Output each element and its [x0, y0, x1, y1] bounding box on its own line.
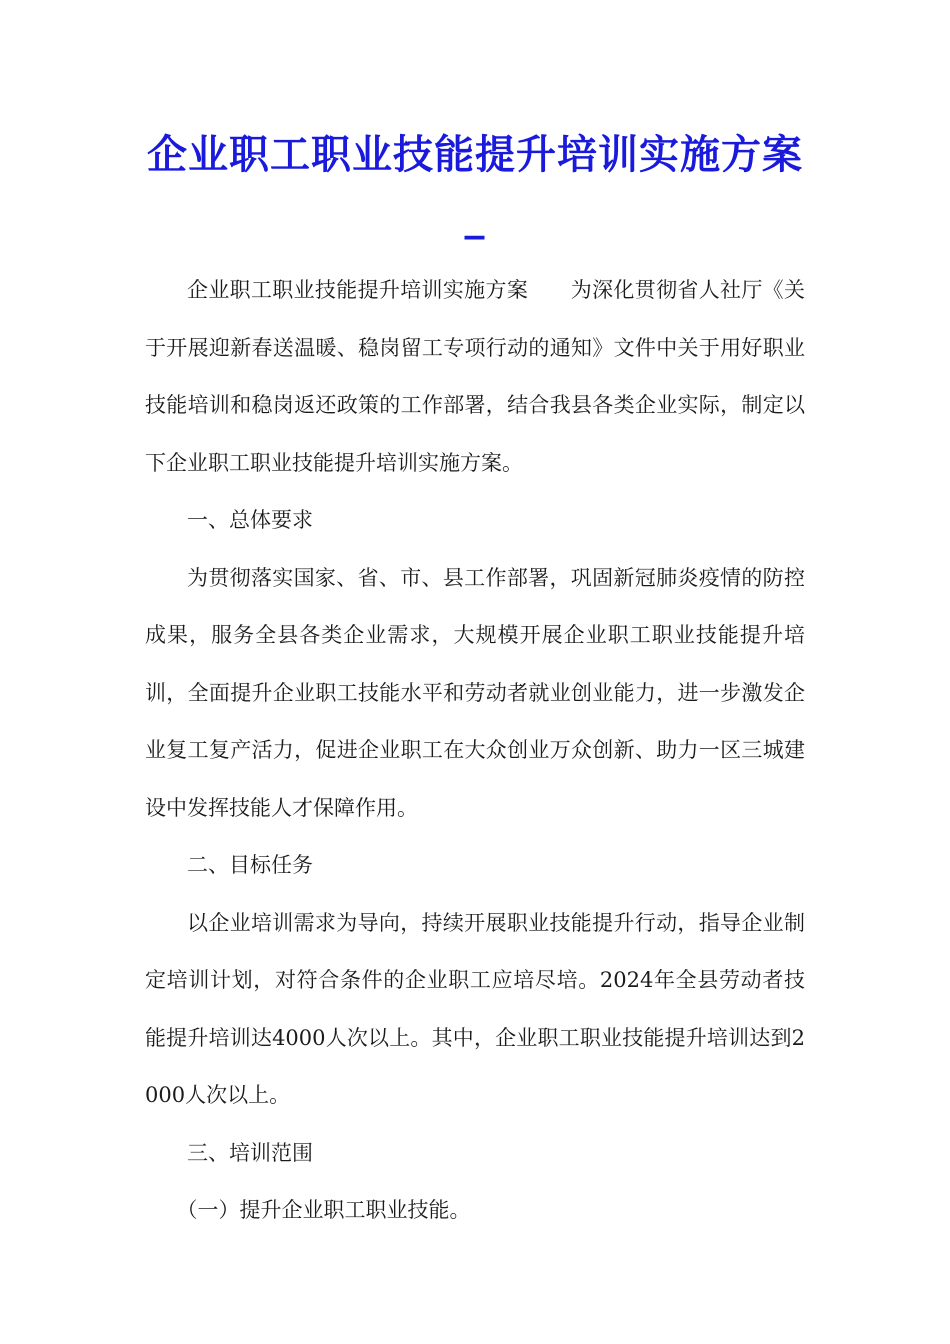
goals-paragraph: 以企业培训需求为导向，持续开展职业技能提升行动，指导企业制定培训计划，对符合条件的企业职工应培尽培。2024年全县劳动者技能提升培训达4000人次以上。其中，企业职工职业技能提升培训达到2000人次以上。: [145, 910, 805, 1107]
section-heading-goals: 二、目标任务: [187, 853, 313, 877]
document-body: [145, 262, 805, 1240]
section-heading-general-requirements: 一、总体要求: [187, 508, 313, 532]
general-requirements-paragraph: 为贯彻落实国家、省、市、县工作部署，巩固新冠肺炎疫情的防控成果，服务全县各类企业需求，大规模开展企业职工职业技能提升培训，全面提升企业职工技能水平和劳动者就业创业能力，进一步激发企业复工复产活力，促进企业职工在大众创业万众创新、助力一区三城建设中发挥技能人才保障作用。: [145, 565, 805, 820]
intro-paragraph: 企业职工职业技能提升培训实施方案 为深化贯彻省人社厅《关于开展迎新春送温暖、稳岗留工专项行动的通知》文件中关于用好职业技能培训和稳岗返还政策的工作部署，结合我县各类企业实际，制定以下企业职工职业技能提升培训实施方案。: [145, 278, 805, 475]
section-heading-training-scope: 三、培训范围: [187, 1140, 313, 1165]
subsection-heading-improve-skills: （一）提升企业职工职业技能。: [176, 1198, 471, 1222]
document-title: 企业职工职业技能提升培训实施方案_: [147, 131, 803, 240]
